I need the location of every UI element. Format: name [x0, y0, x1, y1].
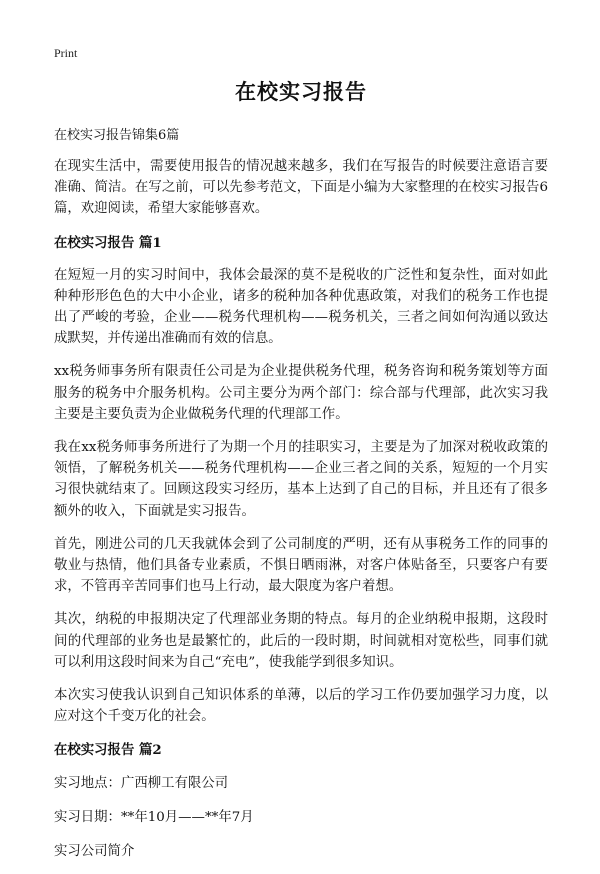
section-heading-1: 在校实习报告 篇1 — [54, 234, 162, 251]
paragraph: xx税务师事务所有限责任公司是为企业提供税务代理，税务咨询和税务策划等方面服务的税务中介服务机构。公司主要分为两个部门：综合部与代理部，此次实习我主要是主要负责为企业做税务代理的代理部工作。 — [54, 364, 548, 422]
document-body — [54, 76, 548, 874]
paragraph: 我在xx税务师事务所进行了为期一个月的挂职实习，主要是为了加深对税收政策的领悟，了解税务机关——税务代理机构——企业三者之间的关系，短短的一个月实习很快就结束了。回顾这段实习经历，基本上达到了自己的目标，并且还有了很多额外的收入，下面就是实习报告。 — [54, 440, 548, 519]
intro-paragraph: 在现实生活中，需要使用报告的情况越来越多，我们在写报告的时候要注意语言要准确、简洁。在写之前，可以先参考范文，下面是小编为大家整理的在校实习报告6篇，欢迎阅读，希望大家能够喜欢。 — [54, 159, 548, 217]
page-title: 在校实习报告 — [235, 80, 367, 104]
paragraph: 其次，纳税的申报期决定了代理部业务期的特点。每月的企业纳税申报期，这段时间的代理部的业务也是最繁忙的，此后的一段时期，时间就相对宽松些，同事们就可以利用这段时间来为自己“充电”，使我能学到很多知识。 — [54, 612, 548, 670]
paragraph: 首先，刚进公司的几天我就体会到了公司制度的严明，还有从事税务工作的同事的敬业与热情，他们具备专业素质，不惧日晒雨淋，对客户体贴备至，只要客户有要求，不管再辛苦同事们也马上行动，最大限度为客户着想。 — [54, 536, 548, 595]
internship-date: 实习日期：**年10月——**年7月 — [54, 810, 254, 826]
paragraph: 本次实习使我认识到自己知识体系的单薄，以后的学习工作仍要加强学习力度，以应对这个千变万化的社会。 — [54, 688, 548, 725]
paragraph: 在短短一月的实习时间中，我体会最深的莫不是税收的广泛性和复杂性，面对如此种种形形色色的大中小企业，诸多的税种加各种优惠政策，对我们的税务工作也提出了严峻的考验，企业——税务代理机构——税务机关，三者之间如何沟通以致达成默契，并传递出准确而有效的信息。 — [54, 267, 548, 347]
internship-location: 实习地点：广西柳工有限公司 — [54, 776, 229, 792]
company-intro-heading: 实习公司简介 — [54, 844, 135, 860]
print-link[interactable]: Print — [54, 46, 78, 60]
section-heading-2: 在校实习报告 篇2 — [54, 742, 162, 759]
document-subtitle: 在校实习报告锦集6篇 — [54, 128, 180, 143]
